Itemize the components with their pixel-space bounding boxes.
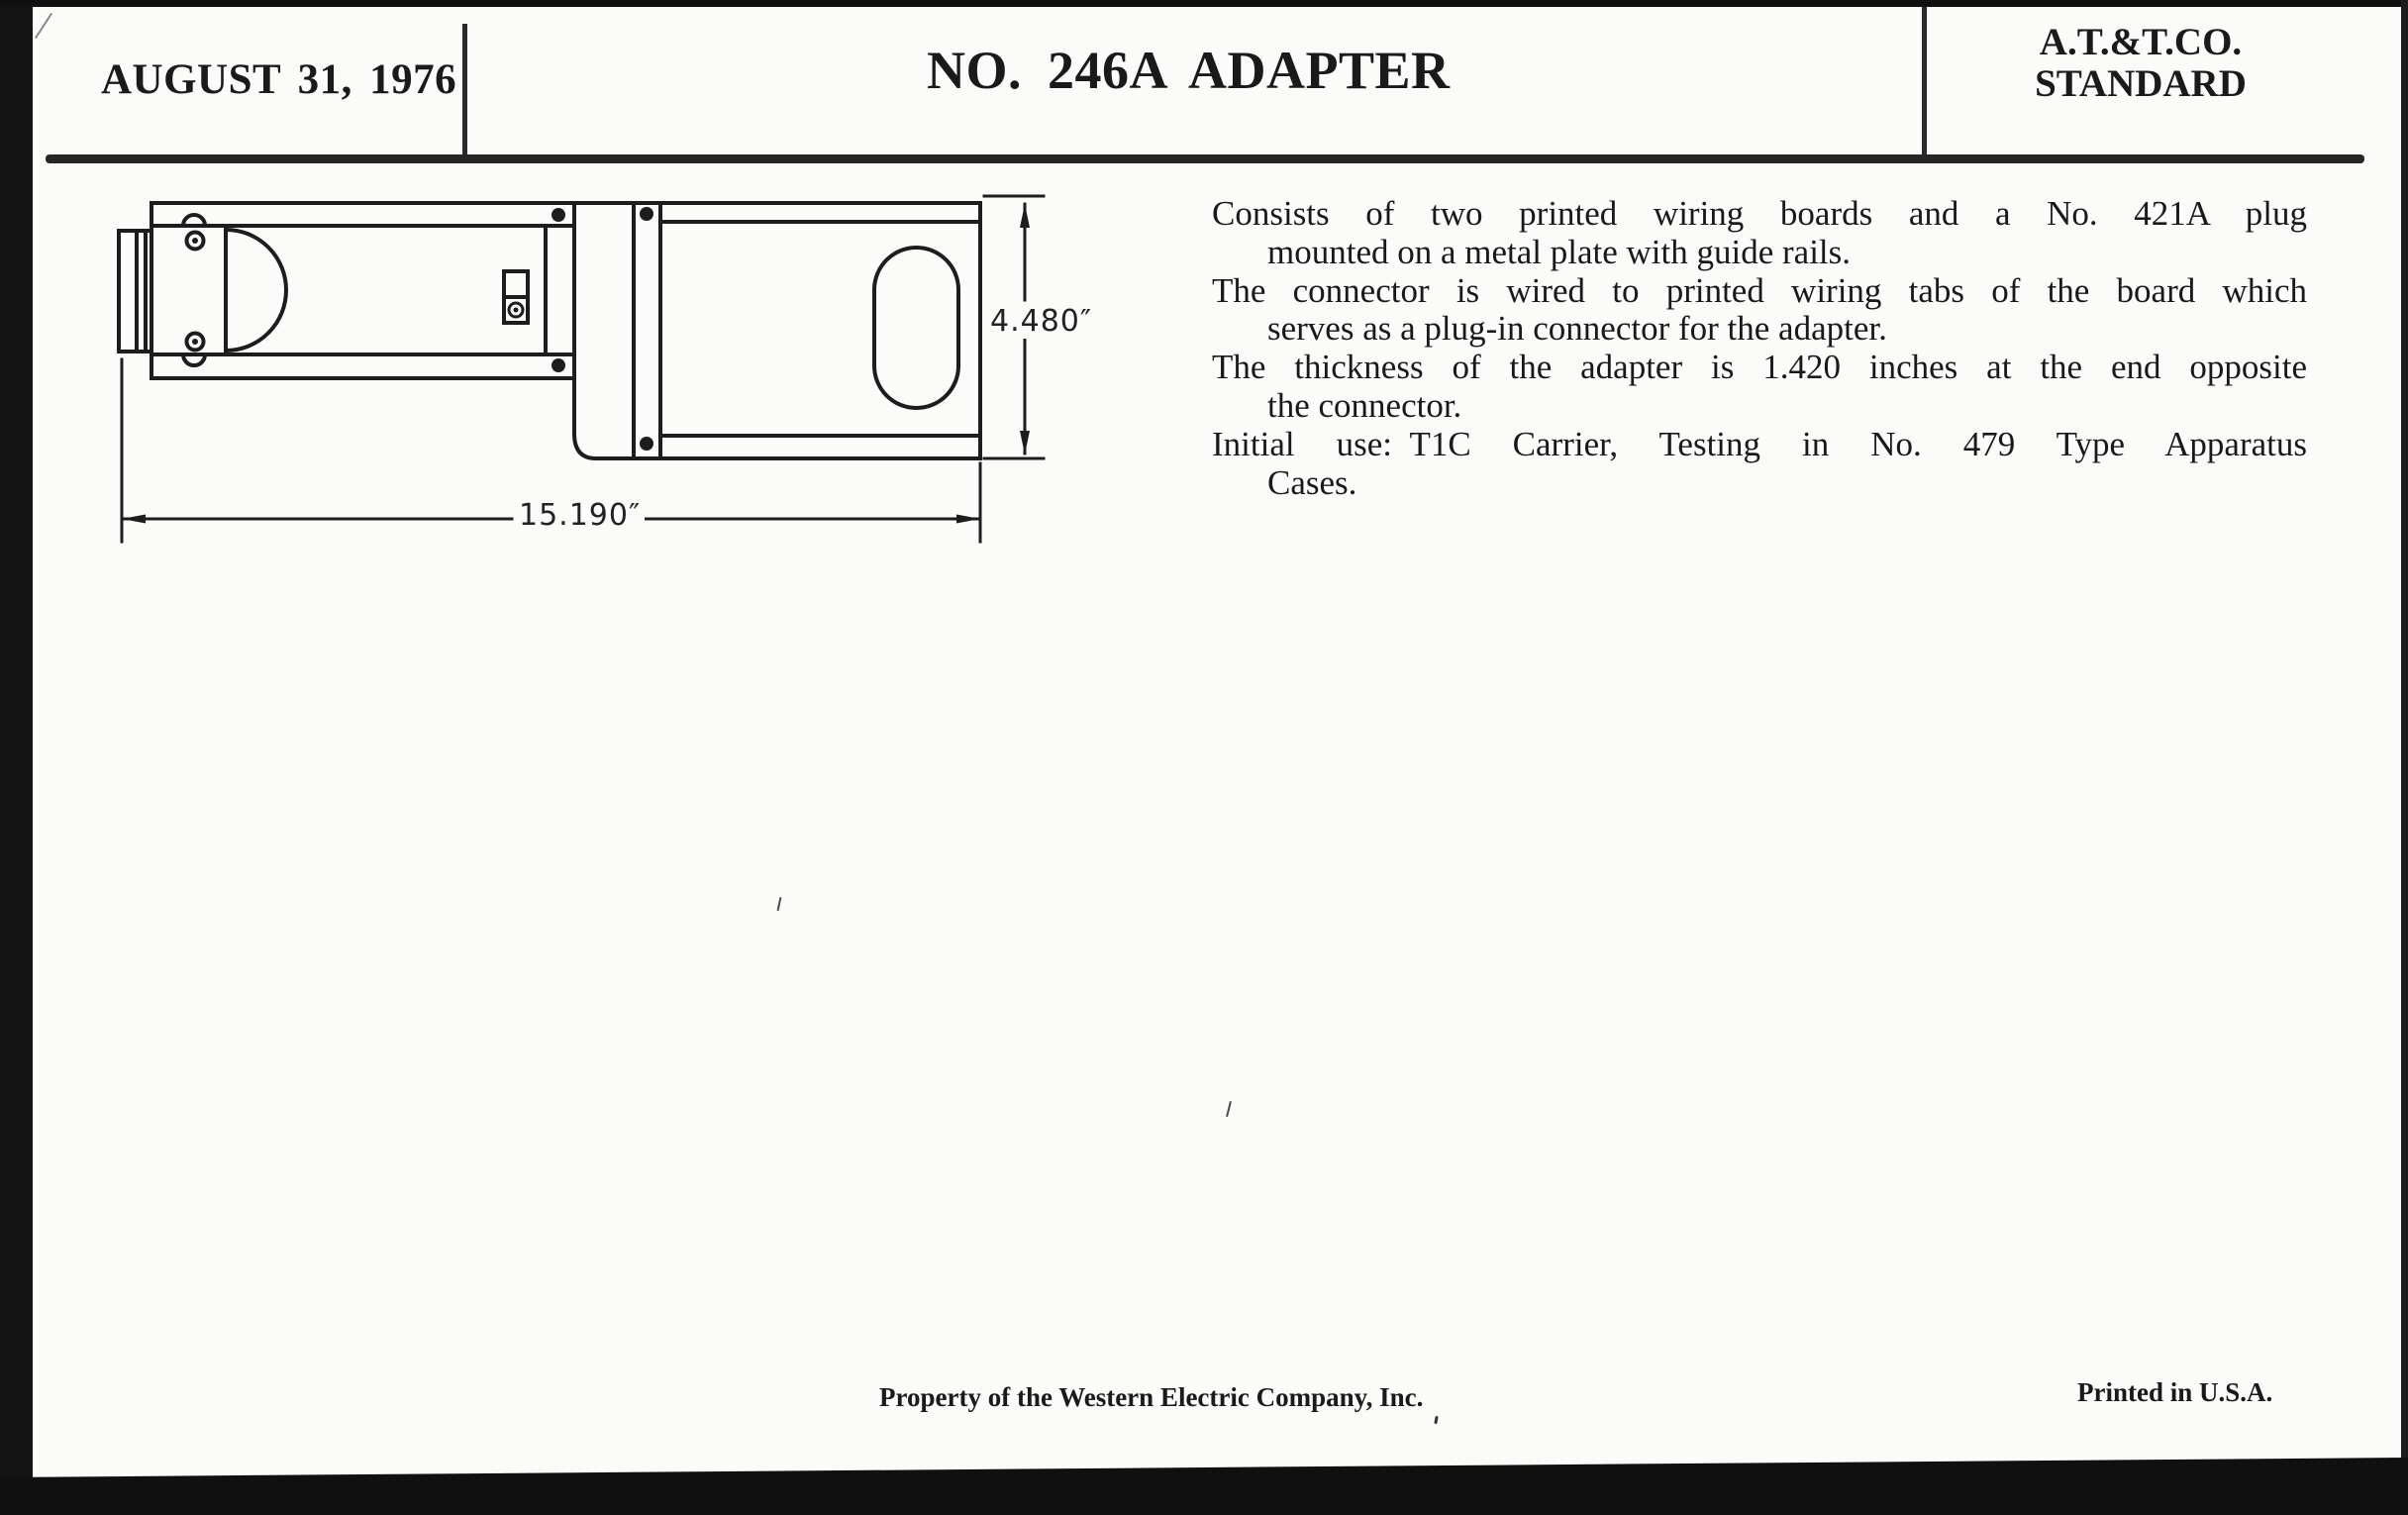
drawing-guide-rail-strip [634,203,660,458]
paragraph-line: The thickness of the adapter is 1.420 inches at the end opposite [1212,348,2307,387]
drawing-left-connector [119,215,286,365]
paragraph-line: the connector. [1267,385,1462,425]
drawing-top-rail [151,203,574,226]
dim-width-label: 15.190″ [515,498,645,533]
org-standard-label: STANDARD [2035,62,2247,105]
drawing-oval-cutout [874,248,958,408]
paragraph-line: The connector is wired to printed wiring tabs of the board which [1212,270,2307,310]
header-divider-right [1922,6,1927,154]
scan-speck [777,897,782,911]
header-date: AUGUST 31, 1976 [101,56,457,103]
description-paragraph [1212,195,2307,272]
description-paragraph [1212,272,2307,350]
paragraph-line: serves as a plug-in connector for the adapter. [1267,309,1887,349]
description-paragraph [1212,426,2307,503]
drawing-bottom-rail [151,354,574,378]
scan-speck [1226,1101,1232,1117]
scan-speck [1434,1416,1438,1424]
org-standard-block [2020,22,2261,105]
footer-property-line: Property of the Western Electric Company, Inc. [879,1382,1424,1412]
footer-printed-line: Printed in U.S.A. [2077,1377,2273,1407]
scan-edge-right [2401,0,2408,1515]
header-rule [46,154,2364,163]
paragraph-line: Cases. [1267,462,1357,502]
paper-corner-notch [33,7,61,45]
org-name: A.T.&T.CO. [2039,21,2243,63]
header-divider-left [462,24,467,154]
paragraph-line: Consists of two printed wiring boards and a No. 421A plug [1212,194,2307,233]
description-block [1212,195,2307,502]
paragraph-line: mounted on a metal plate with guide rails. [1267,232,1852,271]
rivet-icon [552,207,653,451]
paper-crease [35,13,52,39]
drawing-latch-component [504,271,528,323]
scan-edge-left [0,0,33,1515]
dim-height-label: 4.480″ [986,304,1096,339]
scan-edge-top [0,0,2408,7]
page-title: NO. 246A ADAPTER [927,41,1451,100]
scan-edge-bottom [0,1458,2408,1515]
paragraph-line: Initial use: T1C Carrier, Testing in No. 479 Type Apparatus [1212,424,2307,463]
description-paragraph [1212,349,2307,426]
